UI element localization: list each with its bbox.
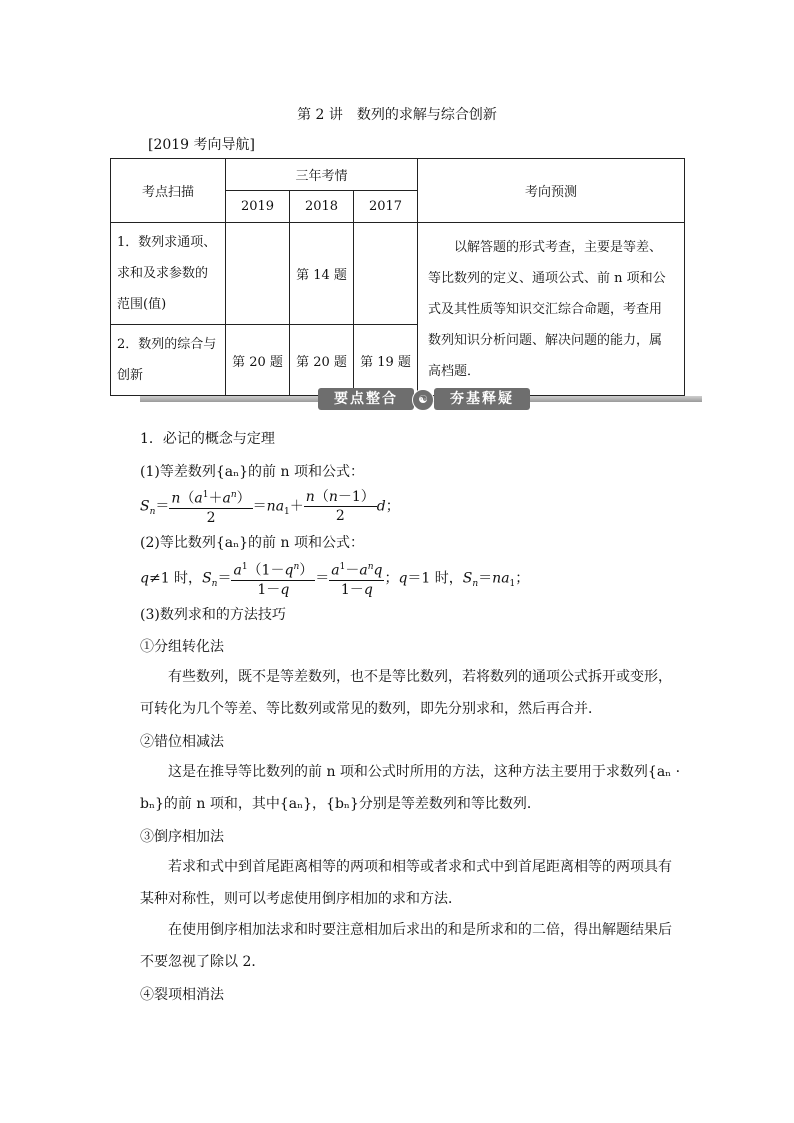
page-title: 第 2 讲 数列的求解与综合创新 xyxy=(297,107,497,123)
section-label: [2019 考向导航] xyxy=(148,137,256,153)
exam-table xyxy=(110,158,685,396)
banner-right: 夯基释疑 xyxy=(434,388,530,410)
year-cell: 第 14 题 xyxy=(290,223,354,325)
section-banner xyxy=(140,388,702,410)
geo-sum-label: (2)等比数列{aₙ}的前 n 项和公式： xyxy=(140,535,364,551)
method-3-text: 若求和式中到首尾距离相等的两项和相等或者求和式中到首尾距离相等的两项具有某种对称性，则可以考虑使用倒序相加的求和方法． xyxy=(140,859,672,907)
table-row xyxy=(111,223,226,325)
year-cell xyxy=(354,223,418,325)
arith-sum-formula: $S_n=$ $\frac{n(a^1+a^n)}{2}$ $=na_1+$ $\frac{n(n-1)}{2}$ d； xyxy=(140,486,400,527)
topic-cell: 1．数列求通项、求和及求参数的范围(值) xyxy=(117,235,217,312)
method-4-title: ④裂项相消法 xyxy=(140,987,224,1003)
methods-heading: (3)数列求和的方法技巧 xyxy=(140,607,286,623)
header-year: 2017 xyxy=(354,191,418,223)
method-3-title: ③倒序相加法 xyxy=(140,829,224,845)
header-year: 2018 xyxy=(290,191,354,223)
heading-concepts: 1．必记的概念与定理 xyxy=(140,431,275,447)
header-year: 2019 xyxy=(226,191,290,223)
year-cell: 第 20 题 xyxy=(226,325,290,396)
header-prediction: 考向预测 xyxy=(418,159,685,223)
method-1-title: ①分组转化法 xyxy=(140,639,224,655)
prediction-text: 以解答题的形式考查，主要是等差、等比数列的定义、通项公式、前 n 项和公式及其性质等知识交汇综合命题，考查用数列知识分析问题、解决问题的能力，属高档题． xyxy=(428,239,666,379)
geo-sum-formula: q≠1 时，$S_n=$ $\frac{a^1(1-q^n)}{1-q}$ ＝ $\frac{a^1-a^nq}{1-q}$ ；q＝1 时，$S_n=na_1$； xyxy=(140,558,529,599)
prediction-cell xyxy=(418,223,685,396)
method-2-title: ②错位相减法 xyxy=(140,734,224,750)
method-1-text: 有些数列，既不是等差数列，也不是等比数列，若将数列的通项公式拆开或变形，可转化为几个等差、等比数列或常见的数列，即先分别求和，然后再合并． xyxy=(140,669,672,717)
year-cell: 第 20 题 xyxy=(290,325,354,396)
arith-sum-label: (1)等差数列{aₙ}的前 n 项和公式： xyxy=(140,464,364,480)
yin-yang-icon: ☯ xyxy=(412,389,434,411)
year-cell: 第 19 题 xyxy=(354,325,418,396)
topic-cell: 2．数列的综合与创新 xyxy=(117,337,217,383)
header-three-years: 三年考情 xyxy=(226,159,418,191)
table-row xyxy=(111,325,226,396)
header-scan: 考点扫描 xyxy=(111,159,226,223)
banner-left: 要点整合 xyxy=(318,388,414,410)
method-3-note: 在使用倒序相加法求和时要注意相加后求出的和是所求和的二倍，得出解题结果后不要忽视了除以 2． xyxy=(140,922,672,970)
method-2-text: 这是在推导等比数列的前 n 项和公式时所用的方法，这种方法主要用于求数列{aₙ · bₙ}的前 n 项和，其中{aₙ}，{bₙ}分别是等差数列和等比数列． xyxy=(140,764,681,812)
year-cell xyxy=(226,223,290,325)
